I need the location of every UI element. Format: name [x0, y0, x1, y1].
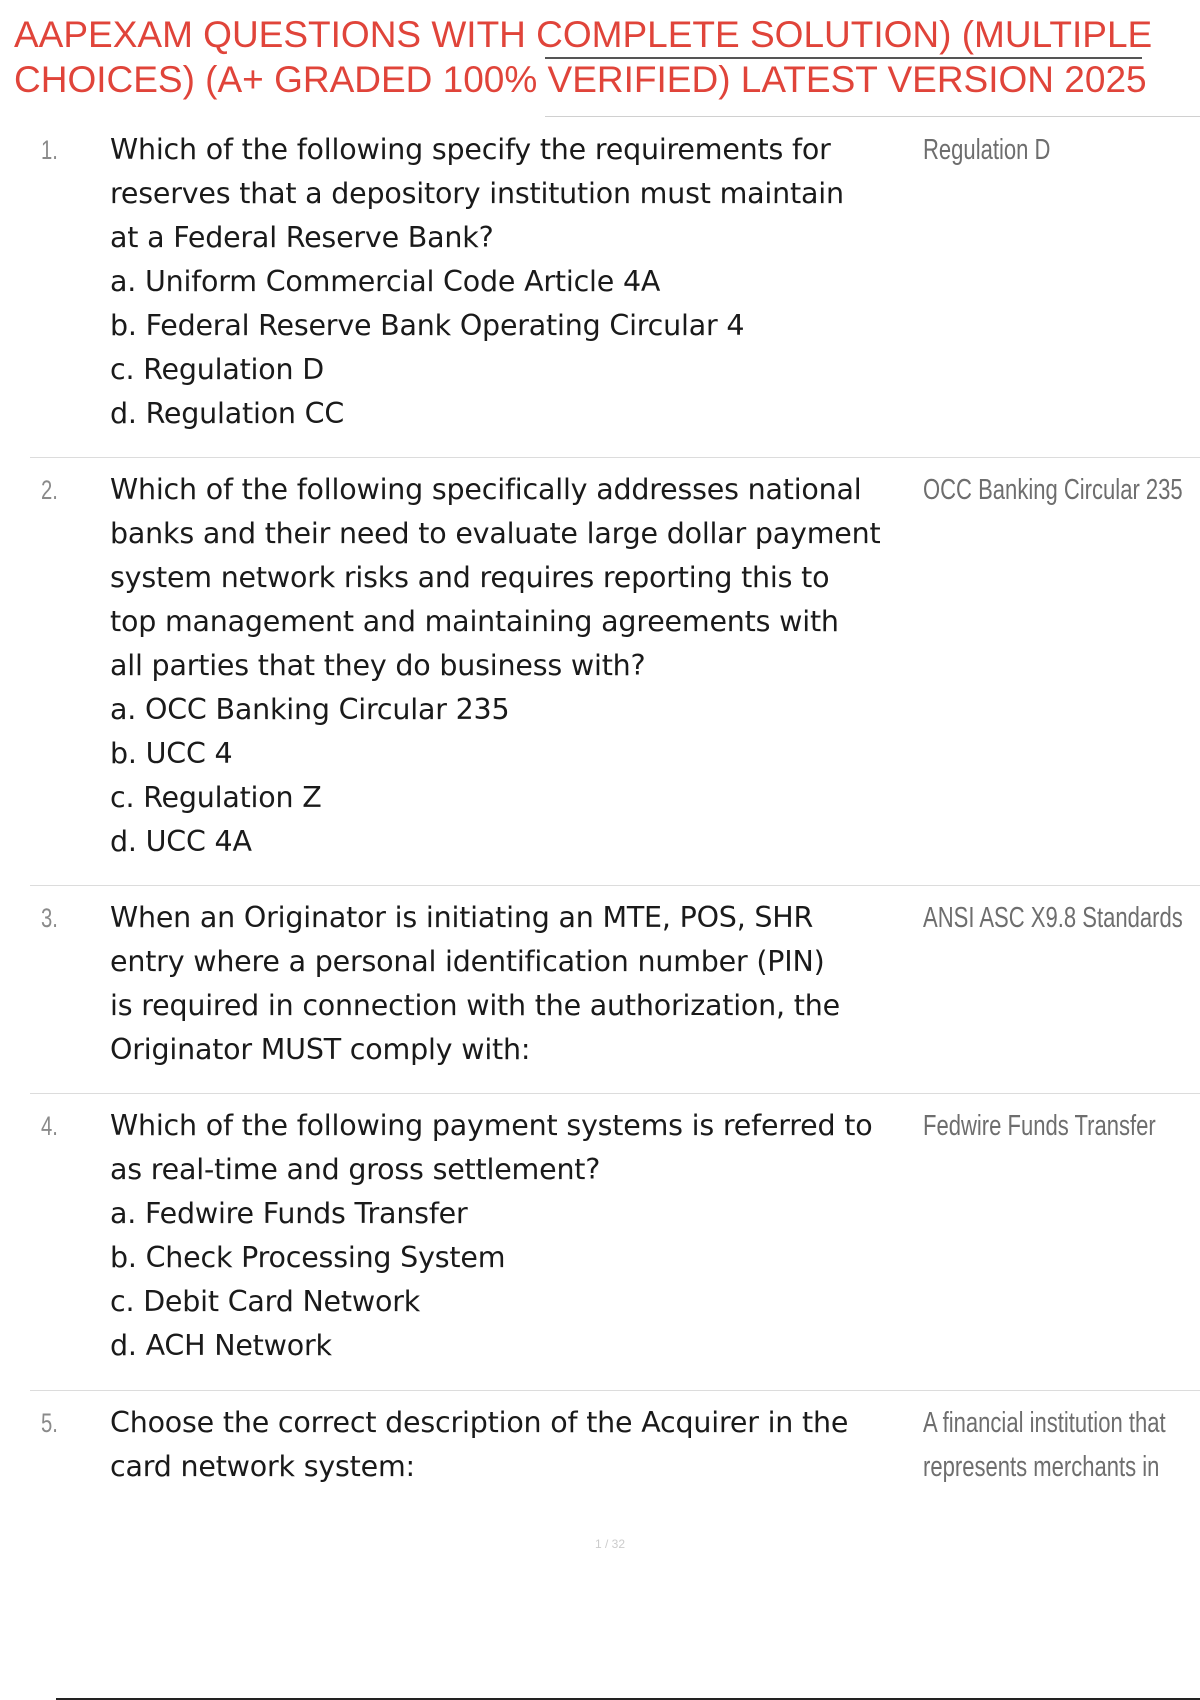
question-text-line: Which of the following payment systems is referred to — [110, 1109, 873, 1142]
question-number: 2. — [41, 475, 58, 505]
answer-text-line: Fedwire Funds Transfer — [923, 1110, 1156, 1142]
question-body — [110, 1104, 950, 1368]
question-number: 5. — [41, 1408, 58, 1438]
answer-text-line: Regulation D — [923, 134, 1051, 166]
question-answer — [923, 1401, 1200, 1489]
answer-text-line: A financial institution that — [923, 1407, 1166, 1439]
question-divider — [30, 1390, 1200, 1391]
answer-option: c. Regulation D — [110, 353, 324, 386]
question-text-line: as real-time and gross settlement? — [110, 1153, 601, 1186]
answer-option: d. Regulation CC — [110, 397, 345, 430]
question-text-line: entry where a personal identification number (PIN) — [110, 945, 825, 978]
question-body — [110, 468, 950, 864]
question-text-line: Originator MUST comply with: — [110, 1033, 531, 1066]
question-answer — [923, 1104, 1200, 1148]
question-text-line: card network system: — [110, 1450, 415, 1483]
answer-text-line: ANSI ASC X9.8 Standards — [923, 902, 1183, 934]
question-text-line: is required in connection with the authorization, the — [110, 989, 840, 1022]
question-text-line: When an Originator is initiating an MTE, POS, SHR — [110, 901, 814, 934]
page-number: 1 / 32 — [594, 1537, 626, 1551]
question-answer — [923, 128, 1200, 172]
question-text-line: banks and their need to evaluate large dollar payment — [110, 517, 881, 550]
answer-option: a. Uniform Commercial Code Article 4A — [110, 265, 661, 298]
question-number: 4. — [41, 1111, 58, 1141]
title-line-1: AAPEXAM QUESTIONS WITH COMPLETE SOLUTION) (MULTIPLE — [14, 14, 1153, 55]
question-text-line: Which of the following specifically addresses national — [110, 473, 862, 506]
title-line-2: CHOICES) (A+ GRADED 100% VERIFIED) LATEST VERSION 2025 — [14, 59, 1147, 100]
question-text-line: at a Federal Reserve Bank? — [110, 221, 494, 254]
question-divider — [30, 885, 1200, 886]
title-underline — [545, 57, 1142, 59]
answer-option: d. UCC 4A — [110, 825, 252, 858]
question-answer — [923, 468, 1200, 512]
answer-option: c. Regulation Z — [110, 781, 322, 814]
answer-text-line: OCC Banking Circular 235 — [923, 474, 1183, 506]
answer-text-line: represents merchants in — [923, 1451, 1160, 1483]
question-body — [110, 896, 950, 1072]
question-body — [110, 1401, 950, 1489]
question-text-line: Choose the correct description of the Acquirer in the — [110, 1406, 849, 1439]
question-text-line: top management and maintaining agreements with — [110, 605, 839, 638]
question-number: 3. — [41, 903, 58, 933]
question-text-line: all parties that they do business with? — [110, 649, 646, 682]
question-body — [110, 128, 950, 436]
answer-option: b. Federal Reserve Bank Operating Circular 4 — [110, 309, 745, 342]
question-number: 1. — [41, 135, 58, 165]
question-divider — [30, 457, 1200, 458]
answer-option: a. OCC Banking Circular 235 — [110, 693, 510, 726]
question-answer — [923, 896, 1200, 940]
answer-option: c. Debit Card Network — [110, 1285, 421, 1318]
answer-option: b. UCC 4 — [110, 737, 233, 770]
question-text-line: reserves that a depository institution must maintain — [110, 177, 844, 210]
question-divider — [30, 1093, 1200, 1094]
answer-option: a. Fedwire Funds Transfer — [110, 1197, 468, 1230]
answer-option: b. Check Processing System — [110, 1241, 506, 1274]
question-text-line: Which of the following specify the requirements for — [110, 133, 831, 166]
question-text-line: system network risks and requires reporting this to — [110, 561, 830, 594]
answer-option: d. ACH Network — [110, 1329, 332, 1362]
title-separator — [545, 116, 1200, 117]
